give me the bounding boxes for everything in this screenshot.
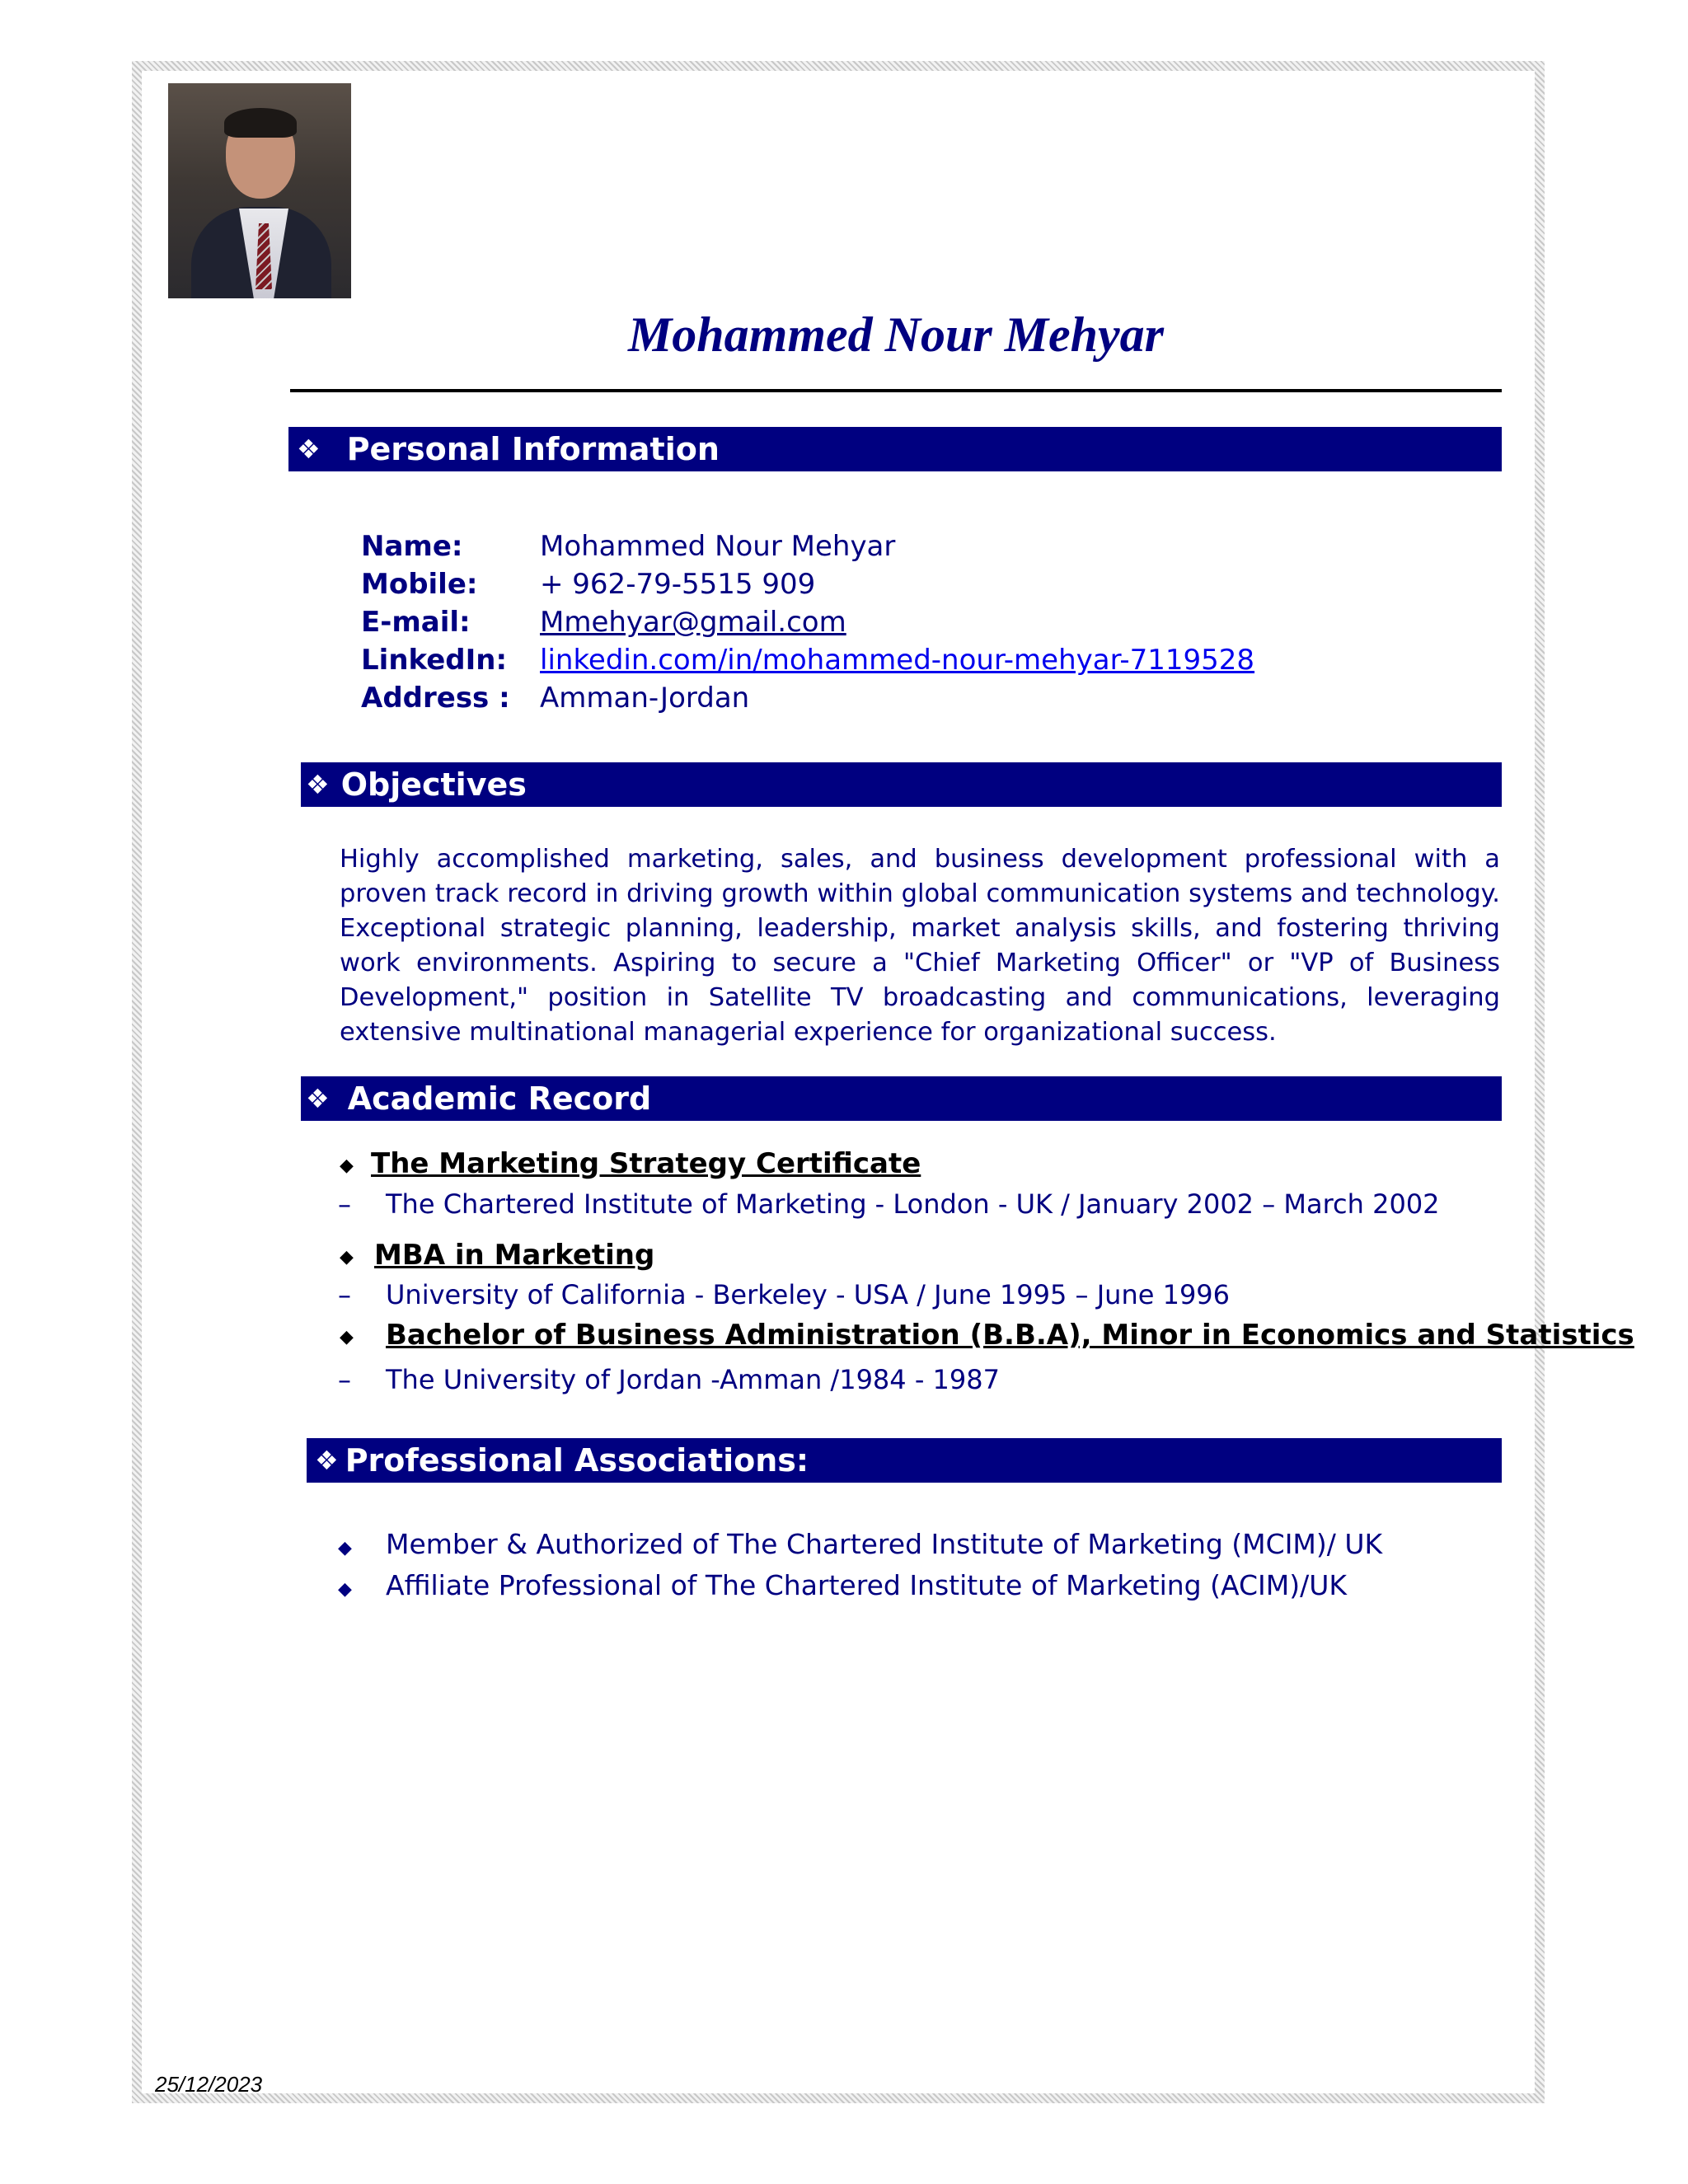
academic-title: The Marketing Strategy Certificate	[371, 1147, 921, 1180]
four-diamond-icon: ❖	[306, 769, 330, 800]
academic-detail: University of California - Berkeley - USA / June 1995 – June 1996	[386, 1279, 1231, 1310]
profile-photo	[168, 83, 351, 298]
dash-icon: –	[338, 1188, 351, 1220]
four-diamond-icon: ❖	[315, 1445, 339, 1476]
personal-info-table	[361, 527, 1254, 717]
linkedin-link[interactable]: linkedin.com/in/mohammed-nour-mehyar-7119528	[540, 644, 1255, 677]
association-text: Affiliate Professional of The Chartered Institute of Marketing (ACIM)/UK	[386, 1569, 1348, 1601]
mobile-value: + 962-79-5515 909	[540, 568, 816, 601]
association-text: Member & Authorized of The Chartered Institute of Marketing (MCIM)/ UK	[386, 1528, 1383, 1560]
title-divider	[290, 389, 1502, 392]
diamond-bullet-icon: ◆	[338, 1538, 352, 1558]
academic-title: Bachelor of Business Administration (B.B.A), Minor in Economics and Statistics	[386, 1319, 1634, 1352]
address-label: Address :	[361, 682, 510, 715]
academic-detail: The Chartered Institute of Marketing - London - UK / January 2002 – March 2002	[386, 1188, 1440, 1220]
section-title: Personal Information	[346, 431, 720, 467]
address-value: Amman-Jordan	[540, 682, 750, 715]
email-label: E-mail:	[361, 606, 471, 639]
diamond-bullet-icon: ◆	[340, 1327, 354, 1347]
dash-icon: –	[338, 1364, 351, 1395]
diamond-bullet-icon: ◆	[340, 1247, 354, 1268]
name-label: Name:	[361, 530, 463, 563]
section-header-personal	[288, 427, 1502, 471]
objective-paragraph: Highly accomplished marketing, sales, and business development professional with a proven track record in driving growth within global communication systems and technology. Exceptional strategic planning, leadership, market analysis skills, and fostering thriving work environments. Aspiring to secure a "Chief Marketing Officer" or "VP of Business Development," position in Satellite TV broadcasting and communications, leveraging extensive multinational managerial experience for organizational success.	[340, 845, 1500, 1047]
section-title: Objectives	[340, 766, 527, 803]
linkedin-label: LinkedIn:	[361, 644, 508, 677]
diamond-bullet-icon: ◆	[338, 1579, 352, 1600]
academic-detail: The University of Jordan -Amman /1984 - 1987	[386, 1364, 1000, 1395]
page-title: Mohammed Nour Mehyar	[627, 307, 1165, 362]
academic-title: MBA in Marketing	[374, 1239, 655, 1272]
four-diamond-icon: ❖	[297, 434, 321, 465]
section-header-objectives	[301, 762, 1502, 807]
name-value: Mohammed Nour Mehyar	[540, 530, 896, 563]
diamond-bullet-icon: ◆	[340, 1155, 354, 1176]
section-title: Academic Record	[347, 1080, 652, 1117]
section-header-associations	[307, 1438, 1502, 1483]
four-diamond-icon: ❖	[306, 1083, 330, 1114]
email-link[interactable]: Mmehyar@gmail.com	[540, 606, 846, 639]
dash-icon: –	[338, 1279, 351, 1310]
footer-date: 25/12/2023	[155, 2072, 263, 2097]
mobile-label: Mobile:	[361, 568, 478, 601]
section-header-academic	[301, 1076, 1502, 1121]
section-title: Professional Associations:	[345, 1442, 809, 1479]
